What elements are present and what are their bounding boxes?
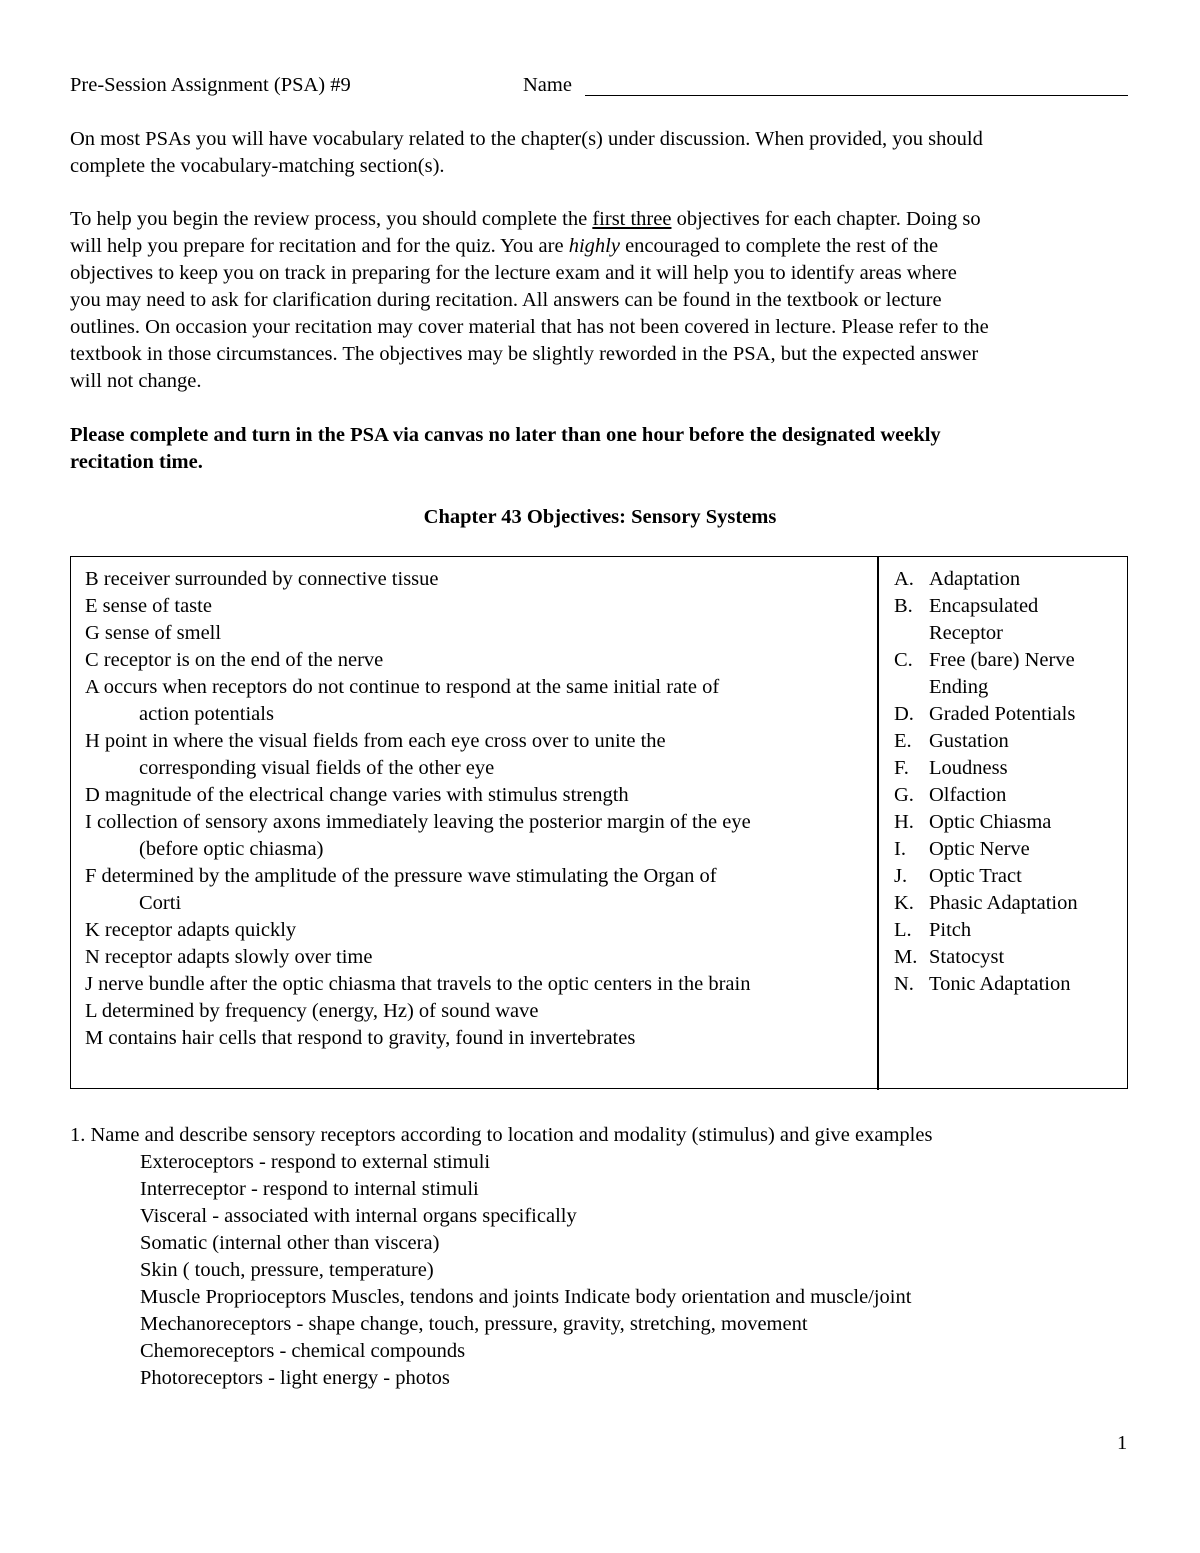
term-item [894, 593, 1126, 620]
highly-emphasis: highly [568, 235, 620, 257]
answer-line: Photoreceptors - light energy - photos [140, 1367, 450, 1389]
term-item [894, 917, 1126, 944]
intro-p2-line: objectives to keep you on track in preparing for the lecture exam and it will help you to identify areas where [70, 262, 957, 284]
answer-line: Interreceptor - respond to internal stimuli [140, 1178, 479, 1200]
answer-line: Mechanoreceptors - shape change, touch, pressure, gravity, stretching, movement [140, 1313, 808, 1335]
term-item [894, 701, 1126, 728]
term-text: Tonic Adaptation [929, 973, 1071, 995]
term-item [894, 620, 1126, 647]
intro-p2-text: will help you prepare for recitation and for the quiz. You are [70, 235, 569, 257]
term-letter: L. [894, 919, 912, 941]
term-letter [894, 674, 929, 701]
definition-line: M contains hair cells that respond to gravity, found in invertebrates [85, 1027, 636, 1049]
question-1-answers [140, 1149, 911, 1392]
answer-line: Somatic (internal other than viscera) [140, 1232, 440, 1254]
answer-line: Visceral - associated with internal organs specifically [140, 1205, 577, 1227]
term-letter: B. [894, 595, 913, 617]
term-text: Gustation [929, 730, 1009, 752]
definition-line: H point in where the visual fields from each eye cross over to unite the [85, 730, 666, 752]
definitions-column [85, 566, 875, 1052]
definition-line: N receptor adapts slowly over time [85, 946, 373, 968]
first-three-emphasis: first three [592, 208, 672, 230]
term-item [894, 782, 1126, 809]
term-letter: G. [894, 784, 914, 806]
term-item [894, 674, 1126, 701]
definition-line: C receptor is on the end of the nerve [85, 649, 384, 671]
definition-line: J nerve bundle after the optic chiasma that travels to the optic centers in the brain [85, 973, 751, 995]
term-letter: D. [894, 703, 914, 725]
terms-column [894, 566, 1126, 998]
term-letter: I. [894, 838, 906, 860]
table-column-divider [877, 556, 879, 1090]
definition-line: D magnitude of the electrical change varies with stimulus strength [85, 784, 629, 806]
term-text: Graded Potentials [929, 703, 1076, 725]
term-text: Free (bare) Nerve [929, 649, 1075, 671]
term-text: Optic Nerve [929, 838, 1030, 860]
term-text: Adaptation [929, 568, 1021, 590]
term-letter: A. [894, 568, 914, 590]
term-item [894, 944, 1126, 971]
intro-p1-line: complete the vocabulary-matching section(s). [70, 155, 445, 177]
term-text: Optic Tract [929, 865, 1022, 887]
definition-line: (before optic chiasma) [139, 838, 324, 860]
term-item [894, 728, 1126, 755]
definition-line: I collection of sensory axons immediately leaving the posterior margin of the eye [85, 811, 751, 833]
definition-line: A occurs when receptors do not continue to respond at the same initial rate of [85, 676, 720, 698]
definition-line: action potentials [139, 703, 274, 725]
intro-p2-line [70, 206, 1140, 233]
term-letter: J. [894, 865, 908, 887]
instruction-line: recitation time. [70, 451, 203, 473]
name-label: Name [523, 74, 572, 96]
intro-p2-text: objectives for each chapter. Doing so [671, 208, 981, 230]
term-item [894, 647, 1126, 674]
instruction-line: Please complete and turn in the PSA via canvas no later than one hour before the designated weekly [70, 424, 941, 446]
intro-p2-text: To help you begin the review process, you should complete the [70, 208, 593, 230]
question-1-prompt: 1. Name and describe sensory receptors according to location and modality (stimulus) and give examples [70, 1124, 933, 1146]
answer-line: Muscle Proprioceptors Muscles, tendons and joints Indicate body orientation and muscle/joint [140, 1286, 912, 1308]
intro-p2-text: encouraged to complete the rest of the [619, 235, 939, 257]
intro-p2-line: will not change. [70, 370, 202, 392]
term-text: Phasic Adaptation [929, 892, 1078, 914]
intro-p2-line: you may need to ask for clarification during recitation. All answers can be found in the textbook or lecture [70, 289, 942, 311]
term-letter: N. [894, 973, 914, 995]
term-item [894, 836, 1126, 863]
term-letter: F. [894, 757, 909, 779]
term-text: Pitch [929, 919, 972, 941]
term-text: Encapsulated [929, 595, 1039, 617]
submission-instructions [70, 422, 1140, 476]
term-letter: M. [894, 946, 918, 968]
answer-line: Exteroceptors - respond to external stimuli [140, 1151, 491, 1173]
term-text: Loudness [929, 757, 1008, 779]
definition-line: G sense of smell [85, 622, 222, 644]
intro-p2-line [70, 233, 1140, 260]
term-item [894, 863, 1126, 890]
term-item [894, 755, 1126, 782]
assignment-title: Pre-Session Assignment (PSA) #9 [70, 74, 351, 96]
definition-line: corresponding visual fields of the other eye [139, 757, 495, 779]
answer-line: Chemoreceptors - chemical compounds [140, 1340, 466, 1362]
term-letter: K. [894, 892, 914, 914]
term-item [894, 566, 1126, 593]
definition-line: F determined by the amplitude of the pressure wave stimulating the Organ of [85, 865, 717, 887]
intro-paragraph-2 [70, 206, 1140, 395]
term-item [894, 971, 1126, 998]
term-item [894, 890, 1126, 917]
intro-p2-line: textbook in those circumstances. The objectives may be slightly reworded in the PSA, but the expected answer [70, 343, 979, 365]
intro-p2-line: outlines. On occasion your recitation may cover material that has not been covered in lecture. Please refer to the [70, 316, 989, 338]
term-text: Ending [929, 676, 989, 698]
term-text: Olfaction [929, 784, 1007, 806]
definition-line: B receiver surrounded by connective tissue [85, 568, 439, 590]
definition-line: E sense of taste [85, 595, 212, 617]
term-text: Receptor [929, 622, 1003, 644]
intro-paragraph-1 [70, 126, 1140, 180]
term-text: Statocyst [929, 946, 1005, 968]
answer-line: Skin ( touch, pressure, temperature) [140, 1259, 434, 1281]
intro-p1-line: On most PSAs you will have vocabulary related to the chapter(s) under discussion. When provided, you should [70, 128, 983, 150]
term-item [894, 809, 1126, 836]
definition-line: L determined by frequency (energy, Hz) of sound wave [85, 1000, 539, 1022]
term-letter: C. [894, 649, 913, 671]
term-letter: H. [894, 811, 914, 833]
page-number: 1 [1117, 1432, 1128, 1454]
name-blank-line[interactable] [585, 95, 1128, 96]
term-letter [894, 620, 929, 647]
term-letter: E. [894, 730, 912, 752]
definition-line: Corti [139, 892, 182, 914]
chapter-heading: Chapter 43 Objectives: Sensory Systems [423, 506, 777, 528]
definition-line: K receptor adapts quickly [85, 919, 297, 941]
term-text: Optic Chiasma [929, 811, 1052, 833]
